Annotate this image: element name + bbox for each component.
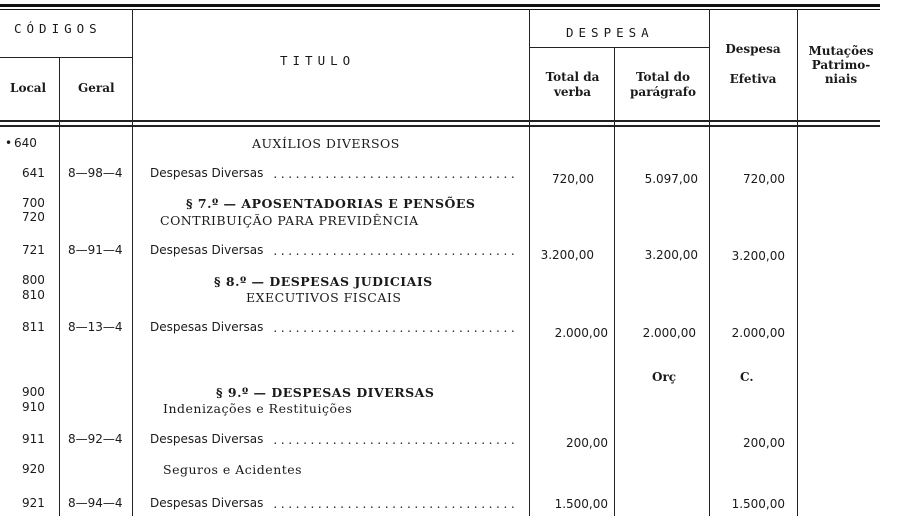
row-811-desc: Despesas Diversas: [150, 320, 264, 334]
header-mutacoes-line3: niais: [824, 72, 858, 86]
row-910-subtitle: Indenizações e Restituições: [163, 401, 353, 416]
row-641-efetiva: 720,00: [743, 172, 785, 186]
header-despesa: DESPESA: [566, 25, 654, 40]
row-911-verba: 200,00: [566, 436, 608, 450]
header-local: Local: [10, 81, 47, 95]
row-920-subtitle: Seguros e Acidentes: [163, 462, 303, 477]
col-line-local: [59, 58, 60, 516]
row-921-leader: .................................: [272, 498, 517, 511]
col-line-verba: [614, 48, 615, 516]
codigos-underline: [0, 57, 132, 58]
header-mutacoes-line2: Patrimo-: [811, 58, 871, 72]
row-911-leader: .................................: [272, 434, 517, 447]
row-810-local: 810: [22, 288, 45, 302]
row-641-verba: 720,00: [552, 172, 594, 186]
header-bottom-rule-2: [0, 125, 880, 127]
row-641-geral: 8—98—4: [68, 166, 123, 180]
header-despesa-efetiva: [716, 42, 790, 86]
header-total-paragrafo: [624, 70, 702, 100]
row-721-local: 721: [22, 243, 45, 257]
row-921-verba: 1.500,00: [554, 497, 608, 511]
row-921-efetiva: 1.500,00: [731, 497, 785, 511]
top-rule: [0, 4, 880, 7]
row-911-efetiva: 200,00: [743, 436, 785, 450]
row-810-title: EXECUTIVOS FISCAIS: [246, 290, 402, 305]
header-despesa-efetiva-line2: Efetiva: [729, 72, 777, 86]
col-line-geral: [132, 9, 133, 516]
row-921-desc: Despesas Diversas: [150, 496, 264, 510]
row-921-local: 921: [22, 496, 45, 510]
row-640-bullet: •: [5, 136, 13, 150]
row-721-desc: Despesas Diversas: [150, 243, 264, 257]
paragrafo-mark: Orç: [652, 370, 677, 384]
row-811-verba: 2.000,00: [554, 326, 608, 340]
row-700-title: § 7.º — APOSENTADORIAS E PENSÕES: [186, 196, 476, 211]
header-mutacoes-line1: Mutações: [808, 44, 874, 58]
row-720-title: CONTRIBUIÇÃO PARA PREVIDÊNCIA: [160, 213, 419, 228]
header-codigos: CÓDIGOS: [14, 21, 102, 36]
header-mutacoes: [802, 44, 880, 86]
row-811-leader: .................................: [272, 322, 517, 335]
row-641-leader: .................................: [272, 168, 517, 181]
row-641-paragrafo: 5.097,00: [644, 172, 698, 186]
header-total-verba-line2: verba: [553, 85, 592, 99]
col-line-efetiva: [797, 9, 798, 516]
row-720-local: 720: [22, 210, 45, 224]
row-811-geral: 8—13—4: [68, 320, 123, 334]
header-total-paragrafo-line2: parágrafo: [630, 85, 696, 99]
header-total-paragrafo-line1: Total do: [635, 70, 690, 84]
row-721-efetiva: 3.200,00: [731, 249, 785, 263]
header-total-verba: [540, 70, 605, 100]
header-titulo: TITULO: [280, 53, 356, 68]
row-721-geral: 8—91—4: [68, 243, 123, 257]
row-811-paragrafo: 2.000,00: [642, 326, 696, 340]
header-bottom-rule: [0, 120, 880, 122]
row-721-verba: 3.200,00: [540, 248, 594, 262]
row-911-local: 911: [22, 432, 45, 446]
row-921-geral: 8—94—4: [68, 496, 123, 510]
row-641-desc: Despesas Diversas: [150, 166, 264, 180]
row-811-efetiva: 2.000,00: [731, 326, 785, 340]
row-721-paragrafo: 3.200,00: [644, 248, 698, 262]
row-640-title: AUXÍLIOS DIVERSOS: [252, 136, 400, 151]
row-911-geral: 8—92—4: [68, 432, 123, 446]
row-900-title: § 9.º — DESPESAS DIVERSAS: [216, 385, 435, 400]
header-total-verba-line1: Total da: [545, 70, 600, 84]
row-700-local: 700: [22, 196, 45, 210]
row-911-desc: Despesas Diversas: [150, 432, 264, 446]
efetiva-mark: C.: [740, 370, 754, 384]
row-900-local: 900: [22, 385, 45, 399]
row-800-local: 800: [22, 273, 45, 287]
despesa-underline: [529, 47, 709, 48]
header-geral: Geral: [78, 81, 115, 95]
row-641-local: 641: [22, 166, 45, 180]
row-811-local: 811: [22, 320, 45, 334]
row-800-title: § 8.º — DESPESAS JUDICIAIS: [214, 274, 433, 289]
row-920-local: 920: [22, 462, 45, 476]
row-640-local: 640: [14, 136, 37, 150]
row-721-leader: .................................: [272, 245, 517, 258]
header-despesa-efetiva-line1: Despesa: [725, 42, 781, 56]
row-910-local: 910: [22, 400, 45, 414]
